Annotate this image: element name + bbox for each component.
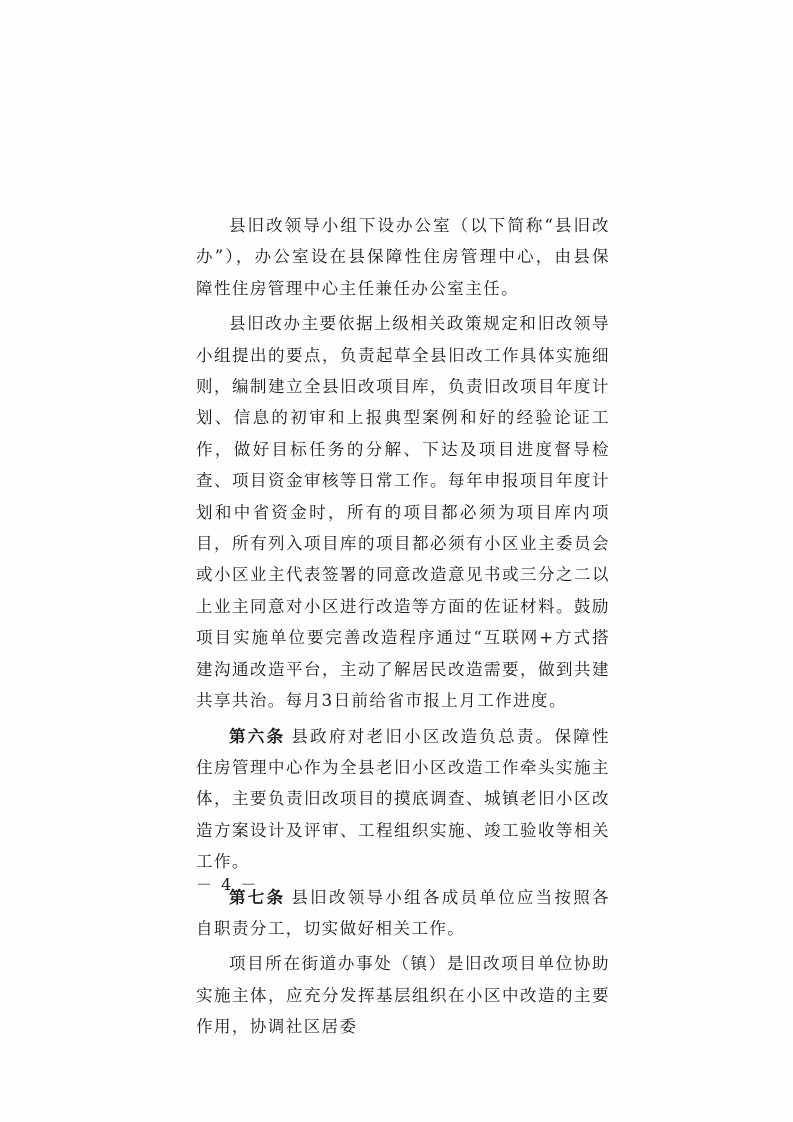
paragraph-text: 县旧改领导小组下设办公室（以下简称“县旧改办”），办公室设在县保障性住房管理中心，由县保障性住房管理中心主任兼任办公室主任。 <box>196 216 610 298</box>
paragraph-text: 项目所在街道办事处（镇）是旧改项目单位协助实施主体，应充分发挥基层组织在小区中改造的主要作用，协调社区居委 <box>196 954 610 1037</box>
article-seven-label: 第七条 <box>229 887 286 907</box>
paragraph-office-duties <box>196 308 610 716</box>
article-six <box>196 721 610 878</box>
paragraph-street-office <box>196 948 610 1042</box>
document-body <box>196 210 610 1045</box>
page-number: － 4 － <box>196 875 259 894</box>
article-seven-text: 县旧改领导小组各成员单位应当按照各自职责分工，切实做好相关工作。 <box>196 887 610 938</box>
paragraph-office-setup <box>196 210 610 304</box>
paragraph-text: 县旧改办主要依据上级相关政策规定和旧改领导小组提出的要点，负责起草全县旧改工作具体实施细则，编制建立全县旧改项目库，负责旧改项目年度计划、信息的初审和上报典型案例和好的经验论证工作，做好目标任务的分解、下达及项目进度督导检查、项目资金审核等日常工作。每年申报项目年度计划和中省资金时，所有的项目都必须为项目库内项目，所有列入项目库的项目都必须有小区业主委员会或小区业主代表签署的同意改造意见书或三分之二以上业主同意对小区进行改造等方面的佐证材料。鼓励项目实施单位要完善改造程序通过“互联网+方式搭建沟通改造平台，主动了解居民改造需要，做到共建共享共治。每月3日前给省市报上月工作进度。 <box>196 314 610 711</box>
article-six-label: 第六条 <box>229 726 286 746</box>
article-six-text: 县政府对老旧小区改造负总责。保障性住房管理中心作为全县老旧小区改造工作牵头实施主体，主要负责旧改项目的摸底调查、城镇老旧小区改造方案设计及评审、工程组织实施、竣工验收等相关工作。 <box>196 726 610 872</box>
